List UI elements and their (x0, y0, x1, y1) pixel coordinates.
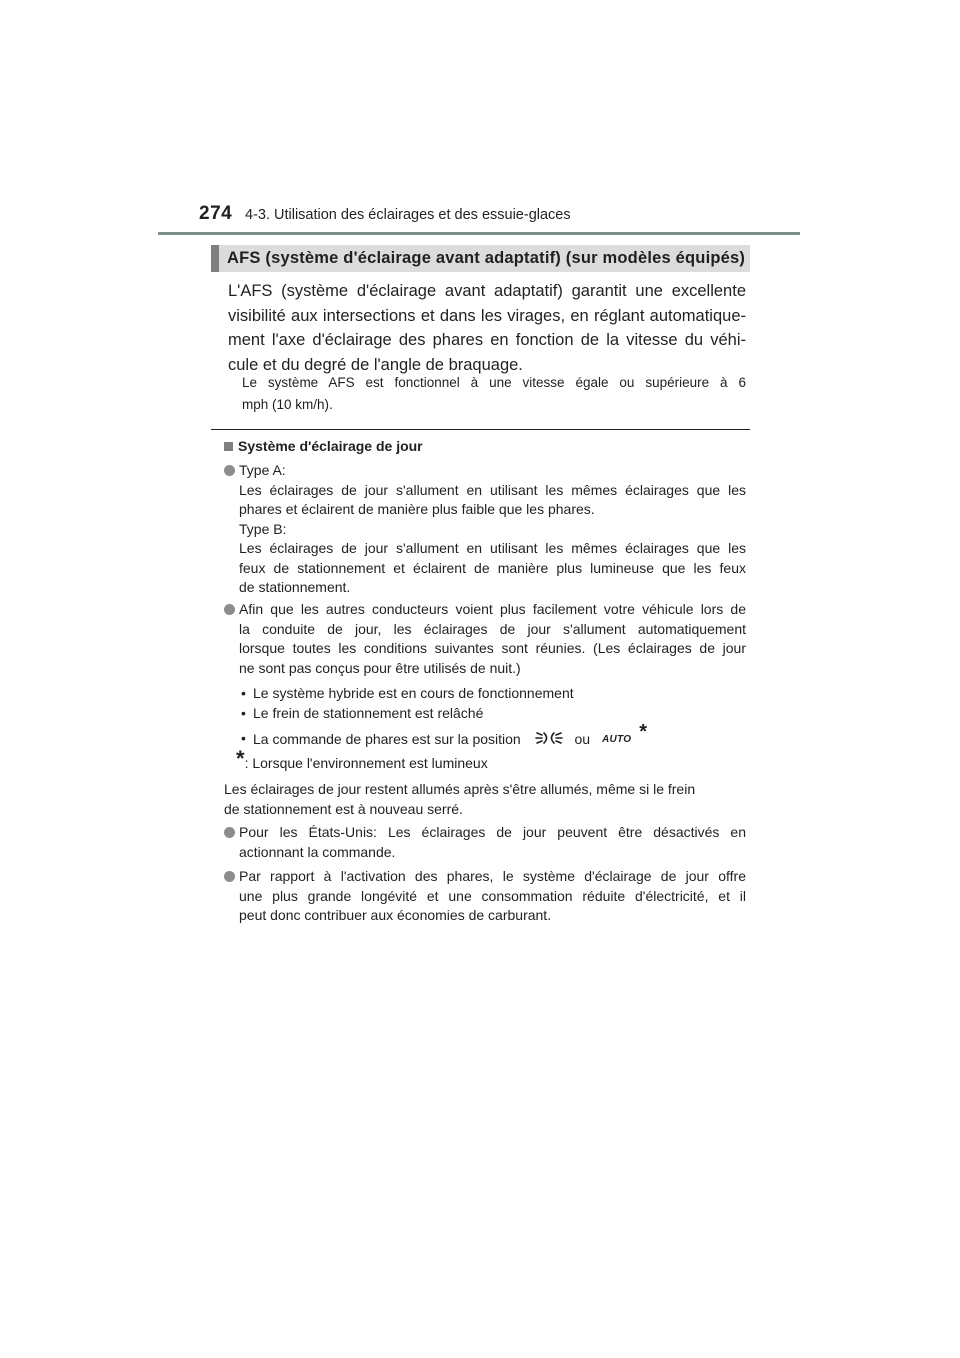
condition-text: Le système hybride est en cours de fonctionnement (253, 685, 574, 701)
section-divider (211, 429, 750, 430)
para-line: Les éclairages de jour restent allumés après s'être allumés, même si le frein (224, 781, 696, 797)
item-line: feux de stationnement et éclairent de manière plus lumineuse que les feux (239, 559, 746, 576)
footnote (236, 746, 488, 771)
circle-bullet-icon (224, 827, 235, 838)
circle-bullet-icon (224, 871, 235, 882)
item-line: Par rapport à l'activation des phares, le système d'éclairage de jour offre (239, 868, 746, 884)
item-line: phares et éclairent de manière plus faible que les phares. (239, 501, 595, 517)
note-line: mph (10 km/h). (242, 397, 333, 412)
list-item (224, 823, 746, 862)
condition-text: La commande de phares est sur la position (253, 731, 521, 747)
conditions-list (241, 683, 741, 751)
list-item (224, 600, 746, 678)
running-header: 4-3. Utilisation des éclairages et des essuie-glaces (245, 207, 571, 223)
condition-item (241, 703, 741, 723)
footnote-star: * (639, 721, 648, 743)
item-line: ne sont pas conçus pour être utilisés de nuit.) (239, 659, 521, 676)
square-bullet-icon (224, 442, 233, 451)
item-line: lorsque toutes les conditions suivantes sont réunies. (Les éclairages de jour (239, 640, 746, 656)
list-item (224, 461, 746, 598)
footnote-star: * (236, 746, 245, 771)
condition-item (241, 683, 741, 703)
intro-line: L'AFS (système d'éclairage avant adaptatif) garantit une excellente (228, 282, 746, 300)
list-item (224, 867, 746, 926)
afs-note (242, 372, 746, 416)
item-line: Les éclairages de jour s'allument en utilisant les mêmes éclairages que les (239, 540, 746, 556)
condition-text: Le frein de stationnement est relâché (253, 705, 484, 721)
section-banner (211, 245, 750, 272)
item-line: la conduite de jour, les éclairages de jour s'allument automatiquement (239, 620, 746, 637)
drl-heading-text: Système d'éclairage de jour (238, 438, 423, 454)
auto-icon: AUTO (601, 734, 632, 746)
drl-paragraph (224, 780, 750, 819)
afs-intro (228, 279, 746, 377)
circle-bullet-icon (224, 465, 235, 476)
circle-bullet-icon (224, 604, 235, 615)
small-lights-icon (535, 730, 563, 751)
item-line: Afin que les autres conducteurs voient plus facilement votre véhicule lors de (239, 601, 746, 617)
item-line: Les éclairages de jour s'allument en utilisant les mêmes éclairages que les (239, 481, 746, 498)
item-line: Type A: (239, 462, 286, 478)
intro-line: ment l'axe d'éclairage des phares en fonction de la vitesse du véhi- (228, 331, 746, 349)
item-line: peut donc contribuer aux économies de carburant. (239, 907, 552, 923)
item-line: Type B: (239, 520, 287, 537)
intro-line: visibilité aux intersections et dans les virages, en réglant automatique- (228, 306, 746, 325)
note-line: Le système AFS est fonctionnel à une vitesse égale ou supérieure à 6 (242, 375, 746, 390)
item-line: une plus grande longévité et une consommation réduite d'électricité, et il (239, 887, 746, 904)
page-number: 274 (199, 203, 233, 224)
header-rule (158, 232, 800, 235)
or-text: ou (574, 731, 591, 747)
condition-item (241, 721, 741, 751)
section-title: AFS (système d'éclairage avant adaptatif) (sur modèles équipés) (227, 249, 746, 267)
para-line: de stationnement est à nouveau serré. (224, 800, 463, 817)
item-line: Pour les États-Unis: Les éclairages de jour peuvent être désactivés en (239, 824, 746, 840)
intro-line: cule et du degré de l'angle de braquage. (228, 355, 523, 374)
drl-heading (224, 438, 423, 454)
item-line: de stationnement. (239, 579, 351, 595)
item-line: actionnant la commande. (239, 843, 396, 860)
footnote-text: : Lorsque l'environnement est lumineux (244, 755, 488, 771)
